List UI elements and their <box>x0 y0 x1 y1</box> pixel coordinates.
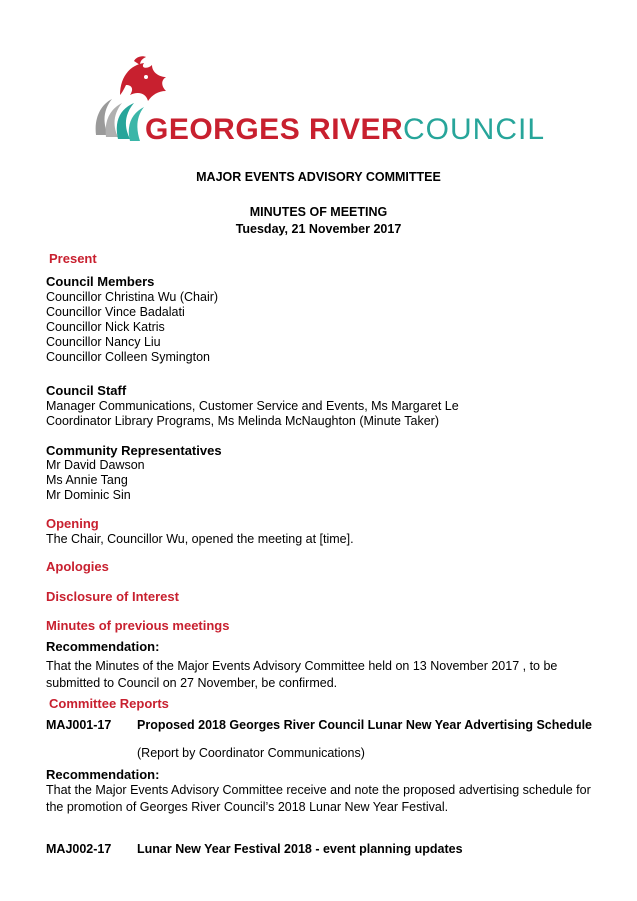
committee-reports-heading: Committee Reports <box>49 696 169 711</box>
report-note: (Report by Coordinator Communications) <box>137 746 365 760</box>
community-heading: Community Representatives <box>46 443 222 458</box>
committee-title: MAJOR EVENTS ADVISORY COMMITTEE <box>196 170 441 184</box>
apologies-heading: Apologies <box>46 559 109 574</box>
council-logo <box>90 55 550 145</box>
disclosure-heading: Disclosure of Interest <box>46 589 179 604</box>
doc-type-title: MINUTES OF MEETING <box>249 205 388 219</box>
report-title: Proposed 2018 Georges River Council Lunar New Year Advertising Schedule <box>137 718 593 732</box>
list-item: Councillor Nancy Liu <box>46 335 161 349</box>
report-code: MAJ001-17 <box>46 718 112 732</box>
opening-text: The Chair, Councillor Wu, opened the meeting at [time]. <box>46 532 354 546</box>
meeting-date: Tuesday, 21 November 2017 <box>235 222 402 236</box>
report-title: Lunar New Year Festival 2018 - event planning updates <box>137 842 463 856</box>
logo-wordmark-light: COUNCIL <box>403 113 546 146</box>
recommendation-text: That the Minutes of the Major Events Advisory Committee held on 13 November 2017 , to be submitted to Council on 27 November, be confirmed. <box>46 659 558 690</box>
council-members-heading: Council Members <box>46 274 155 289</box>
minutes-previous-heading: Minutes of previous meetings <box>46 618 230 633</box>
list-item: Ms Annie Tang <box>46 473 128 487</box>
list-item: Mr David Dawson <box>46 458 145 472</box>
logo-wordmark-bold: GEORGES RIVER <box>145 113 404 146</box>
council-staff-heading: Council Staff <box>46 383 127 398</box>
list-item: Councillor Colleen Symington <box>46 350 210 364</box>
list-item: Councillor Christina Wu (Chair) <box>46 290 219 304</box>
present-heading: Present <box>49 251 97 266</box>
list-item: Manager Communications, Customer Service and Events, Ms Margaret Le <box>46 399 459 413</box>
recommendation-text: That the Major Events Advisory Committee receive and note the proposed advertising schedule for the promotion of Georges River Council’s 2018 Lunar New Year Festival. <box>46 783 591 814</box>
list-item: Councillor Vince Badalati <box>46 305 185 319</box>
report-code: MAJ002-17 <box>46 842 112 856</box>
community-list <box>46 458 145 503</box>
list-item: Coordinator Library Programs, Ms Melinda McNaughton (Minute Taker) <box>46 414 439 428</box>
recommendation-heading: Recommendation: <box>46 639 160 654</box>
recommendation-heading: Recommendation: <box>46 767 160 782</box>
council-staff-list <box>46 399 459 429</box>
list-item: Mr Dominic Sin <box>46 488 131 502</box>
list-item: Councillor Nick Katris <box>46 320 165 334</box>
council-members-list <box>46 290 218 365</box>
opening-heading: Opening <box>46 516 99 531</box>
